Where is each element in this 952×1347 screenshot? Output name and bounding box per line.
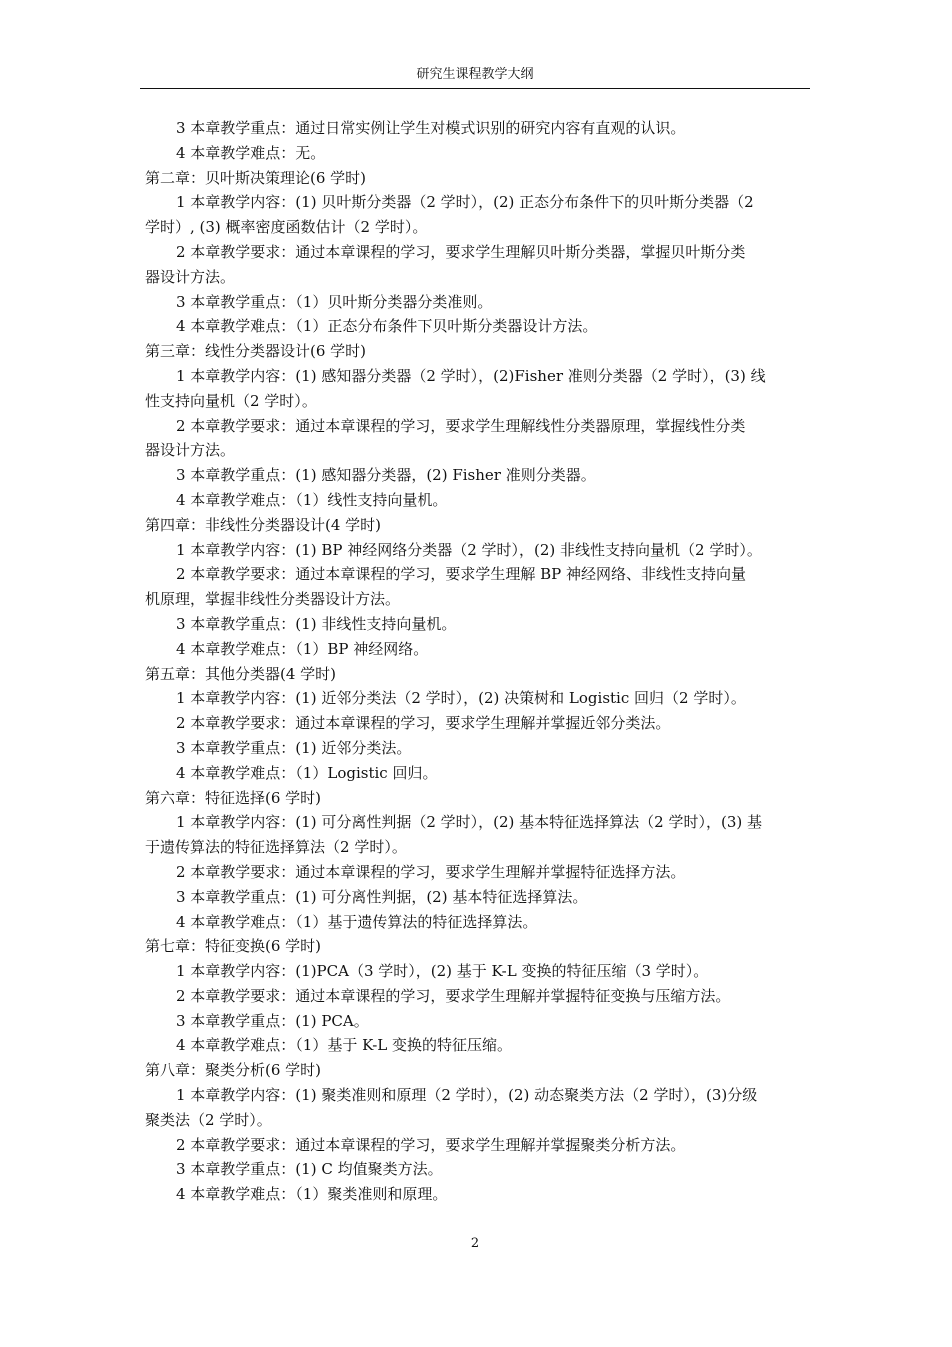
body-line: 3 本章教学重点：（1）贝叶斯分类器分类准则。 [176, 292, 493, 311]
document-body [145, 116, 810, 1207]
body-line: 3 本章教学重点：(1) 非线性支持向量机。 [176, 614, 457, 633]
body-line: 2 本章教学要求：通过本章课程的学习，要求学生理解线性分类器原理，掌握线性分类 [176, 416, 746, 435]
body-line: 性支持向量机（2 学时）。 [145, 391, 317, 410]
body-line: 3 本章教学重点：(1) 近邻分类法。 [176, 738, 412, 757]
body-line: 1 本章教学内容：(1)PCA（3 学时），(2) 基于 K-L 变换的特征压缩（3 学时）。 [176, 962, 709, 981]
page-number: 2 [470, 1236, 480, 1251]
body-line: 3 本章教学重点：(1) 可分离性判据，(2) 基本特征选择算法。 [176, 887, 588, 906]
chapter-heading: 第六章：特征选择(6 学时) [145, 788, 322, 807]
body-line: 2 本章教学要求：通过本章课程的学习，要求学生理解贝叶斯分类器，掌握贝叶斯分类 [176, 242, 746, 261]
body-line: 4 本章教学难点：无。 [176, 143, 326, 162]
body-line: 3 本章教学重点：通过日常实例让学生对模式识别的研究内容有直观的认识。 [176, 119, 686, 137]
chapter-heading: 第七章：特征变换(6 学时) [145, 937, 322, 956]
body-line: 1 本章教学内容：(1) 聚类准则和原理（2 学时），(2) 动态聚类方法（2 学时），(3)分级 [176, 1086, 758, 1105]
body-line: 学时）, (3) 概率密度函数估计（2 学时）。 [145, 218, 428, 237]
body-line: 2 本章教学要求：通过本章课程的学习，要求学生理解并掌握特征变换与压缩方法。 [176, 986, 731, 1005]
body-line: 4 本章教学难点：（1）正态分布条件下贝叶斯分类器设计方法。 [176, 317, 598, 336]
body-line: 2 本章教学要求：通过本章课程的学习，要求学生理解并掌握聚类分析方法。 [176, 1135, 686, 1154]
body-line: 1 本章教学内容：(1) BP 神经网络分类器（2 学时），(2) 非线性支持向量机（2 学时）。 [176, 540, 762, 559]
body-line: 3 本章教学重点：(1) C 均值聚类方法。 [176, 1160, 443, 1179]
chapter-heading: 第三章：线性分类器设计(6 学时) [145, 342, 367, 361]
chapter-heading: 第八章：聚类分析(6 学时) [145, 1061, 322, 1080]
body-line: 2 本章教学要求：通过本章课程的学习，要求学生理解并掌握近邻分类法。 [176, 714, 671, 733]
body-line: 1 本章教学内容：(1) 贝叶斯分类器（2 学时），(2) 正态分布条件下的贝叶斯分类器（2 [176, 193, 754, 212]
body-line: 4 本章教学难点：（1）Logistic 回归。 [176, 763, 438, 782]
body-line: 1 本章教学内容：(1) 近邻分类法（2 学时），(2) 决策树和 Logistic 回归（2 学时）。 [176, 689, 746, 708]
body-line: 4 本章教学难点：（1）聚类准则和原理。 [176, 1185, 448, 1204]
body-line: 于遗传算法的特征选择算法（2 学时）。 [145, 838, 407, 857]
body-line: 4 本章教学难点：（1）线性支持向量机。 [176, 490, 448, 509]
body-line: 1 本章教学内容：(1) 可分离性判据（2 学时），(2) 基本特征选择算法（2 学时），(3) 基 [176, 813, 762, 832]
body-line: 4 本章教学难点：（1）BP 神经网络。 [176, 639, 429, 658]
chapter-heading: 第五章：其他分类器(4 学时) [145, 664, 337, 683]
page-header-title: 研究生课程教学大纲 [416, 67, 534, 82]
body-line: 2 本章教学要求：通过本章课程的学习，要求学生理解并掌握特征选择方法。 [176, 862, 686, 881]
body-line: 4 本章教学难点：（1）基于 K-L 变换的特征压缩。 [176, 1036, 513, 1055]
body-line: 器设计方法。 [145, 267, 236, 286]
body-line: 机原理，掌握非线性分类器设计方法。 [145, 590, 401, 609]
body-line: 4 本章教学难点：（1）基于遗传算法的特征选择算法。 [176, 912, 538, 931]
body-line: 器设计方法。 [145, 441, 236, 460]
body-line: 3 本章教学重点：(1) PCA。 [176, 1011, 369, 1030]
body-line: 2 本章教学要求：通过本章课程的学习，要求学生理解 BP 神经网络、非线性支持向量 [176, 565, 746, 584]
body-line: 1 本章教学内容：(1) 感知器分类器（2 学时），(2)Fisher 准则分类器（2 学时），(3) 线 [176, 366, 766, 385]
body-line: 聚类法（2 学时）。 [145, 1110, 272, 1129]
body-line: 3 本章教学重点：(1) 感知器分类器，(2) Fisher 准则分类器。 [176, 466, 596, 485]
chapter-heading: 第二章：贝叶斯决策理论(6 学时) [145, 168, 367, 187]
header-rule [140, 88, 810, 89]
chapter-heading: 第四章：非线性分类器设计(4 学时) [145, 515, 382, 534]
